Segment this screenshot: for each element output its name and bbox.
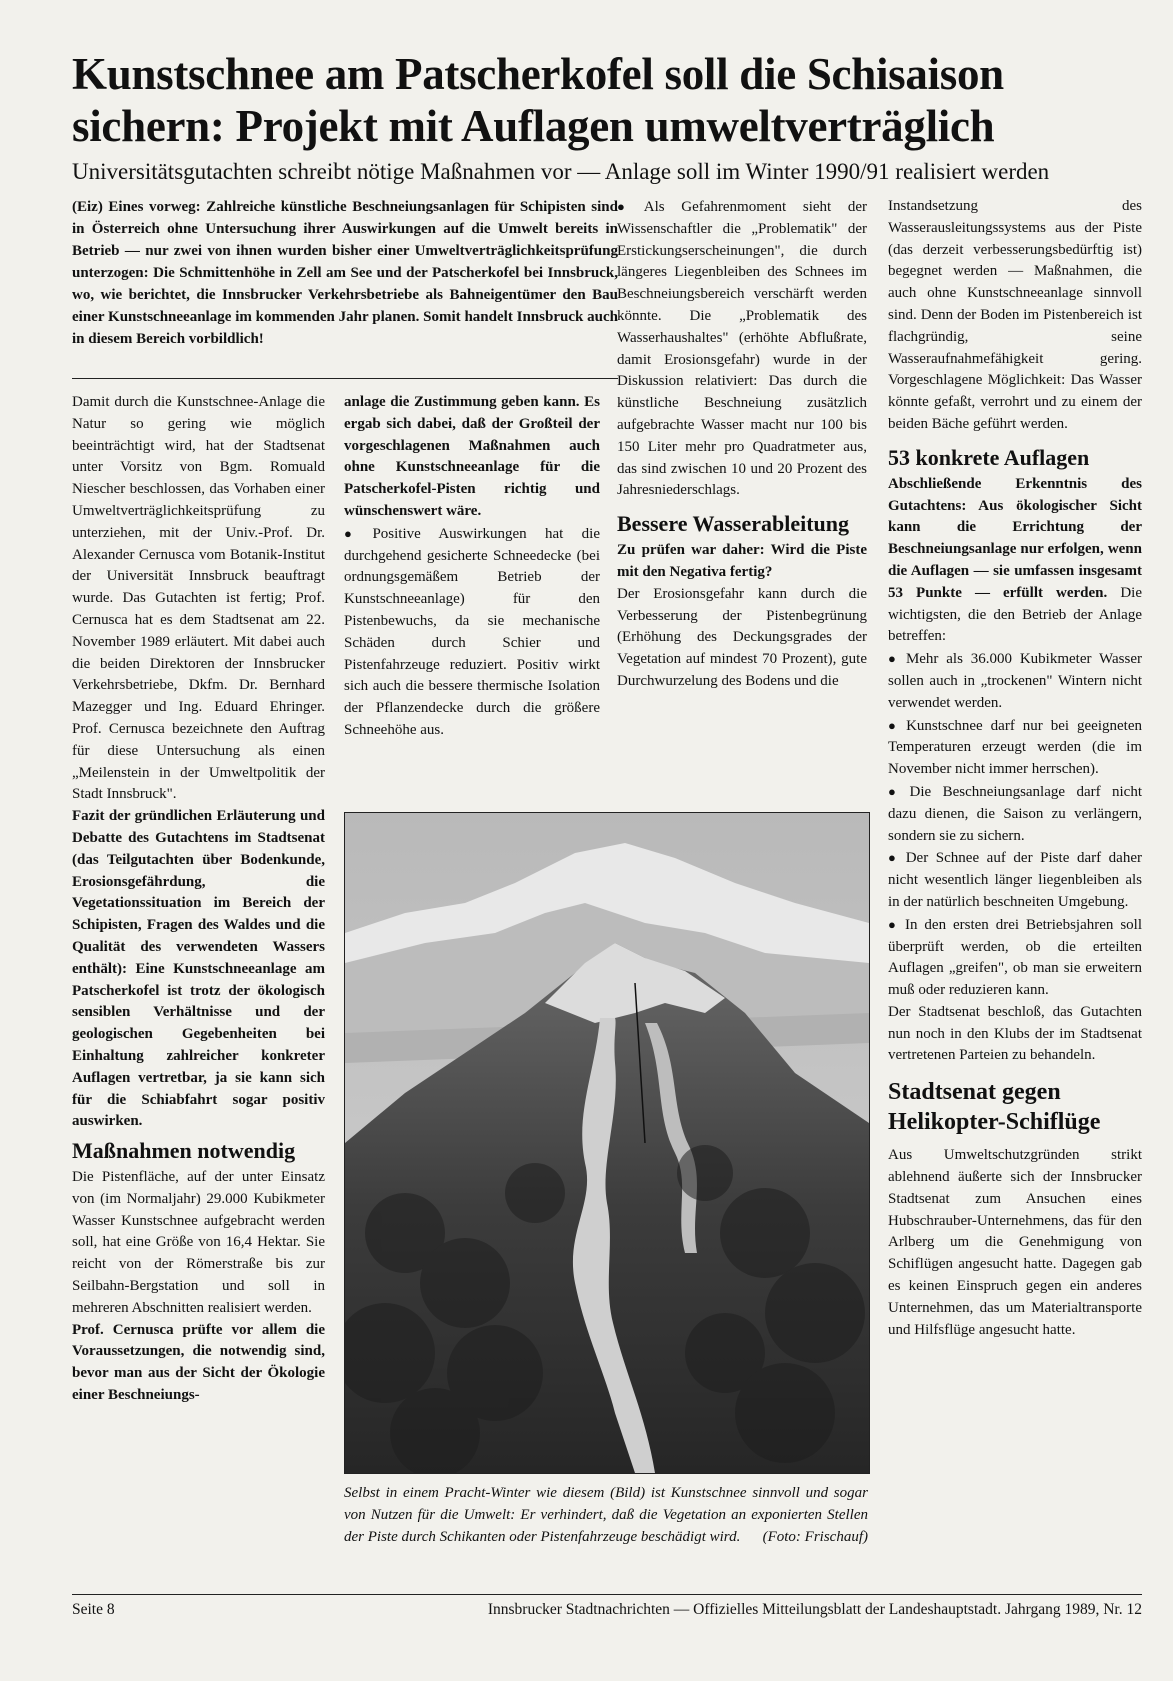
photo-credit: (Foto: Frischauf) <box>762 1529 868 1545</box>
heading-helikopter: Stadtsenat gegen Helikopter-Schiflüge <box>888 1079 1101 1136</box>
col4-paragraph-1: Instandsetzung des Wasserausleitungssystems aus der Piste (das derzeit verbesserungsbedürftig ist) begegnet werden — Maßnahmen, die auch ohne Kunstschneeanlage sinnvoll sind. Denn der Boden im Pistenbereich ist flachgründig, seine Wasseraufnahmefähigkeit gering. Vorgeschlagene Möglichkeit: Das Wasser könnte gefaßt, verrohrt und zu einem der beiden Bäche geführt werden. <box>888 198 1142 432</box>
heading-massnahmen: Maßnahmen notwendig <box>72 1138 296 1164</box>
column-3 <box>617 196 867 693</box>
bullet-item: ● Mehr als 36.000 Kubikmeter Wasser sollen auch in „trockenen" Wintern nicht verwendet werden. <box>888 648 1142 714</box>
bullet-item: ● Kunstschnee darf nur bei geeigneten Temperaturen erzeugt werden (die im November nicht immer herrschen). <box>888 715 1142 781</box>
col3-paragraph-2: Zu prüfen war daher: Wird die Piste mit den Negativa fertig? <box>617 542 867 580</box>
article-headline: Kunstschnee am Patscherkofel soll die Schisaison sichern: Projekt mit Auflagen umweltverträglich <box>72 49 1004 151</box>
col2-paragraph-1: anlage die Zustimmung geben kann. Es ergab sich dabei, daß der Großteil der vorgeschlagenen Maßnahmen auch ohne Kunstschneeanlage für die Patscherkofel-Pisten richtig und wünschenswert wäre. <box>344 394 600 519</box>
photo-caption <box>344 1482 868 1548</box>
col4-paragraph-4: Aus Umweltschutzgründen strikt ablehnend äußerte sich der Innsbrucker Stadtsenat zum Ansuchen eines Hubschrauber-Unternehmens, das für den Arlberg um die Genehmigung von Schiflügen angesucht hatte. Dagegen gab es keinen Einspruch gegen ein anderes Unternehmen, das um Materialtransporte und Hilfsflüge angesucht hatte. <box>888 1147 1142 1338</box>
footer-divider <box>72 1594 1142 1595</box>
col1-paragraph-1: Damit durch die Kunstschnee-Anlage die Natur so gering wie möglich beeinträchtigt wird, hat der Stadtsenat unter Vorsitz von Bgm. Romuald Niescher beschlossen, das Vorhaben einer Umweltverträglichkeitsprüfung zu unterziehen, mit der Univ.-Prof. Dr. Alexander Cernusca vom Botanik-Institut der Universität Innsbruck beauftragt wurde. Das Gutachten ist fertig; Prof. Cernusca hat es dem Stadtsenat am 22. November 1989 erläutert. Mit dabei auch die beiden Direktoren der Innsbrucker Verkehrsbetriebe, Dkfm. Dr. Bernhard Mazegger und Ing. Eduard Ehringer. Prof. Cernusca bezeichnete den Auftrag für diese Untersuchung als einen „Meilenstein in der Umweltpolitik der Stadt Innsbruck". <box>72 394 325 803</box>
intro-divider <box>72 378 618 379</box>
col4-paragraph-3: Der Stadtsenat beschloß, das Gutachten nun noch in den Klubs der im Stadtsenat vertretenen Parteien zu behandeln. <box>888 1003 1142 1064</box>
article-subheadline: Universitätsgutachten schreibt nötige Maßnahmen vor — Anlage soll im Winter 1990/91 realisiert werden <box>72 159 1050 184</box>
mountain-illustration <box>345 813 869 1473</box>
col2-paragraph-2: ● Positive Auswirkungen hat die durchgehend gesicherte Schneedecke (bei ordnungsgemäßem Betrieb der Kunstschneeanlage) für den Pistenbewuchs, da sie mechanische Schäden durch Schier und Pistenfahrzeuge reduziert. Positiv wirkt sich auch die bessere thermische Isolation der Pflanzendecke durch die größere Schneehöhe aus. <box>344 523 600 742</box>
page-number: Seite 8 <box>72 1601 115 1618</box>
aerial-photo <box>344 812 870 1474</box>
col4-paragraph-2-bold: Abschließende Erkenntnis des Gutachtens: Aus ökologischer Sicht kann die Errichtung der Beschneiungsanlage nur erfolgen, wenn die Auflagen — sie umfassen insgesamt 53 Punkte — erfüllt werden. <box>888 475 1142 601</box>
bullet-item: ● Der Schnee auf der Piste darf daher nicht wesentlich länger liegenbleiben als in der natürlich beschneiten Umgebung. <box>888 847 1142 913</box>
bullet-item: ● In den ersten drei Betriebsjahren soll überprüft werden, ob die erteilten Auflagen „greifen", ob man sie erweitern muß oder reduzieren kann. <box>888 914 1142 1002</box>
col3-paragraph-3: Der Erosionsgefahr kann durch die Verbesserung der Pistenbegrünung (Erhöhung des Deckungsgrades der Vegetation auf mindest 70 Prozent), gute Durchwurzelung des Bodens und die <box>617 585 867 689</box>
heading-auflagen: 53 konkrete Auflagen <box>888 444 1090 470</box>
col1-paragraph-4: Prof. Cernusca prüfte vor allem die Voraussetzungen, die notwendig sind, bevor man aus der Sicht der Ökologie einer Beschneiungs- <box>72 1321 325 1404</box>
column-2 <box>344 392 600 742</box>
masthead: Innsbrucker Stadtnachrichten — Offizielles Mitteilungsblatt der Landeshauptstadt. Jahrgang 1989, Nr. 12 <box>487 1601 1142 1618</box>
column-4 <box>888 196 1142 1341</box>
col1-paragraph-3: Die Pistenfläche, auf der unter Einsatz von (im Normaljahr) 29.000 Kubikmeter Wasser Kunstschnee aufgebracht werden soll, hat eine Größe von 16,4 Hektar. Sie reicht von der Römerstraße bis zur Seilbahn-Bergstation und soll in mehreren Abschnitten realisiert werden. <box>72 1169 325 1316</box>
article-intro: (Eiz) Eines vorweg: Zahlreiche künstliche Beschneiungsanlagen für Schipisten sind in Österreich ohne Untersuchung ihrer Auswirkungen auf die Umwelt bereits in Betrieb — nur zwei von ihnen wurden bisher einer Umweltverträglichkeitsprüfung unterzogen: Die Schmittenhöhe in Zell am See und der Patscherkofel bei Innsbruck, wo, wie berichtet, die Innsbrucker Verkehrsbetriebe als Bahneigentümer den Bau einer Kunstschneeanlage im kommenden Jahr planen. Somit handelt Innsbruck auch in diesem Bereich vorbildlich! <box>72 199 618 347</box>
caption-text: Selbst in einem Pracht-Winter wie diesem (Bild) ist Kunstschnee sinnvoll und sogar von Nutzen für die Umwelt: Er verhindert, daß die Vegetation an exponierten Stellen der Piste durch Schikanten oder Pistenfahrzeuge beschädigt wird. <box>344 1485 868 1545</box>
heading-wasserableitung: Bessere Wasserableitung <box>617 511 850 537</box>
column-1 <box>72 392 325 1407</box>
col3-paragraph-1: ● Als Gefahrenmoment sieht der Wissenschaftler die „Problematik" der Erstickungserscheinungen", die durch längeres Liegenbleiben des Schnees im Beschneiungsbereich verschärft werden könnte. Die „Problematik des Wasserhaushaltes" (erhöhte Abflußrate, damit Erosionsgefahr) wurde in der Diskussion relativiert: Das durch die künstliche Beschneiung zusätzlich aufgebrachte Wasser macht nur 100 bis 150 Liter mehr pro Quadratmeter aus, das sind zwischen 10 und 20 Prozent des Jahresniederschlags. <box>617 196 867 502</box>
col4-paragraph-2-tail: Die wichtigsten, die den Betrieb der Anlage betreffen: <box>888 584 1142 645</box>
col4-paragraph-2 <box>888 474 1142 648</box>
col1-paragraph-2: Fazit der gründlichen Erläuterung und Debatte des Gutachtens im Stadtsenat (das Teilgutachten über Bodenkunde, Erosionsgefährdung, die Vegetationssituation im Bereich der Schipisten, Fragen des Waldes und die Qualität des verwendeten Wassers enthält): Eine Kunstschneeanlage am Patscherkofel ist trotz der ökologisch sensiblen Verhältnisse und der geologischen Gegebenheiten bei Einhaltung zahlreicher konkreter Auflagen vertretbar, ja sie kann sich für die Schiabfahrt sogar positiv auswirken. <box>72 808 325 1130</box>
bullet-item: ● Die Beschneiungsanlage darf nicht dazu dienen, die Saison zu verlängern, sondern sie zu sichern. <box>888 781 1142 847</box>
